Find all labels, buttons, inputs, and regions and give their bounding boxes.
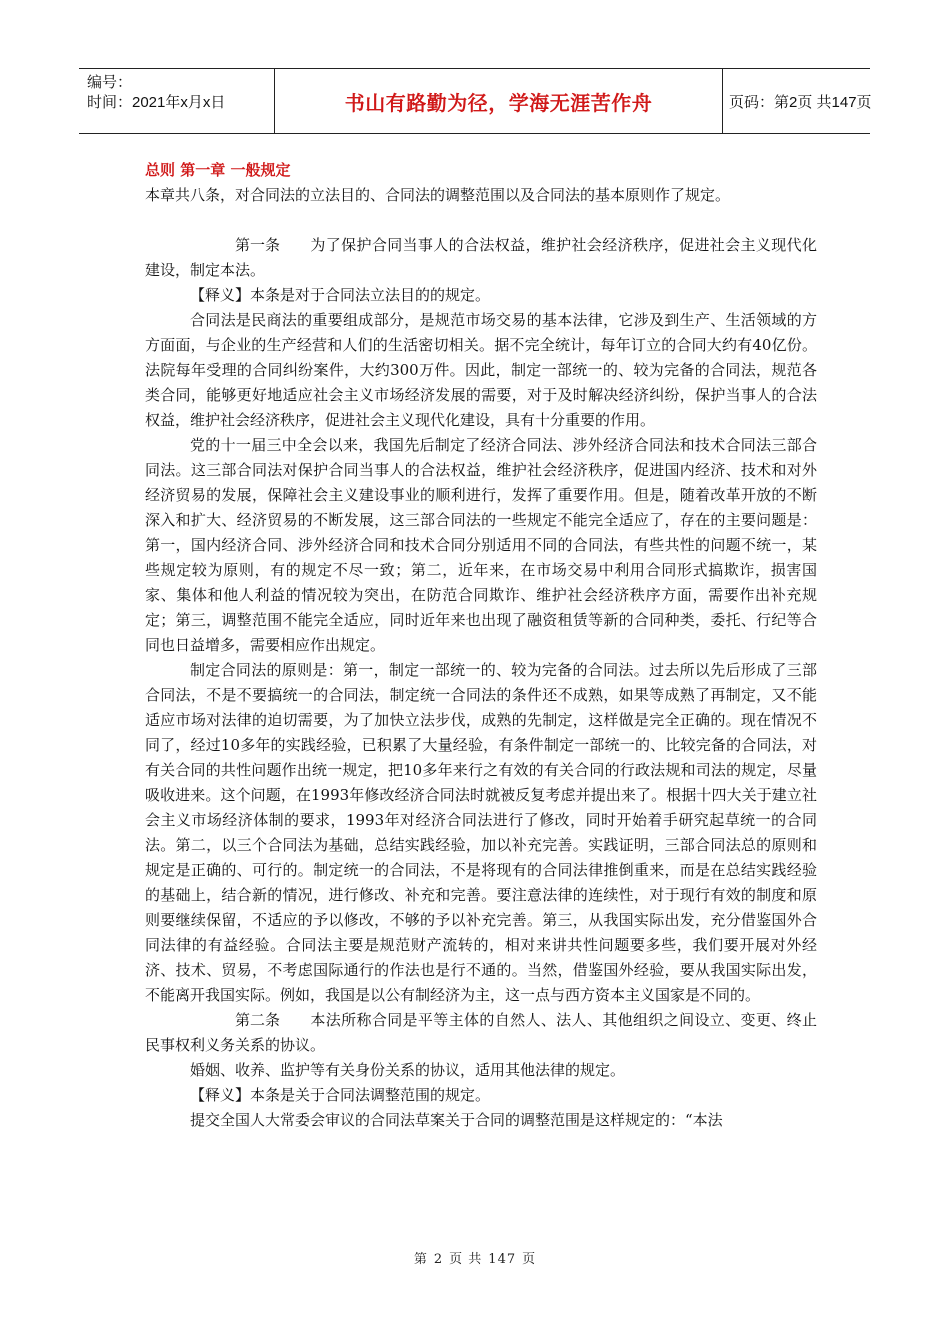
footer-page-number: 2 bbox=[433, 1252, 444, 1267]
article-1-commentary-title: 【释义】本条是对于合同法立法目的的规定。 bbox=[190, 286, 491, 304]
number-label: 编号： bbox=[87, 74, 133, 91]
footer-middle: 页 共 bbox=[449, 1252, 483, 1267]
paragraph-3: 制定合同法的原则是：第一，制定一部统一的、较为完备的合同法。过去所以先后形成了三部合同法，不是不要搞统一的合同法，制定统一合同法的条件还不成熟，如果等成熟了再制定，又不能适应市场对法律的迫切需要，为了加快立法步伐，成熟的先制定，这样做是完全正确的。现在情况不同了，经过10多年的实践经验，已积累了大量经验，有条件制定一部统一的、比较完备的合同法，对有关合同的共性问题作出统一规定，把10多年来行之有效的有关合同的行政法规和司法的规定，尽量吸收进来。这个问题，在1993年修改经济合同法时就被反复考虑并提出来了。根据十四大关于建立社会主义市场经济体制的要求，1993年对经济合同法进行了修改，同时开始着手研究起草统一的合同法。第二，以三个合同法为基础，总结实践经验，加以补充完善。实践证明，三部合同法总的原则和规定是正确的、可行的。制定统一的合同法，不是将现有的合同法律推倒重来，而是在总结实践经验的基础上，结合新的情况，进行修改、补充和完善。要注意法律的连续性，对于现行有效的制度和原则要继续保留，不适应的予以修改，不够的予以补充完善。第三，从我国实际出发，充分借鉴国外合同法律的有益经验。合同法主要是规范财产流转的，相对来讲共性问题要多些，我们要开展对外经济、技术、贸易，不考虑国际通行的作法也是行不通的。当然，借鉴国外经验，要从我国实际出发，不能离开我国实际。例如，我国是以公有制经济为主，这一点与西方资本主义国家是不同的。 bbox=[145, 661, 817, 1004]
article-2-commentary-title: 【释义】本条是关于合同法调整范围的规定。 bbox=[190, 1086, 491, 1104]
chapter-intro: 本章共八条，对合同法的立法目的、合同法的调整范围以及合同法的基本原则作了规定。 bbox=[145, 186, 731, 204]
footer-total-pages: 147 bbox=[488, 1252, 517, 1267]
document-header bbox=[79, 68, 870, 134]
article-2-number: 第二条 bbox=[235, 1011, 281, 1029]
article-1 bbox=[145, 233, 817, 283]
motto: 书山有路勤为径，学海无涯苦作舟 bbox=[344, 90, 653, 115]
article-1-number: 第一条 bbox=[235, 236, 281, 254]
header-page-cell bbox=[723, 69, 870, 133]
paragraph-1: 合同法是民商法的重要组成部分，是规范市场交易的基本法律，它涉及到生产、生活领域的方方面面，与企业的生产经营和人们的生活密切相关。据不完全统计，每年订立的合同大约有40亿份。法院每年受理的合同纠纷案件，大约300万件。因此，制定一部统一的、较为完备的合同法，规范各类合同，能够更好地适应社会主义市场经济发展的需要，对于及时解决经济纠纷，保护当事人的合法权益，维护社会经济秩序，促进社会主义现代化建设，具有十分重要的作用。 bbox=[145, 311, 817, 429]
page-footer bbox=[0, 1248, 950, 1267]
article-1-text: 为了保护合同当事人的合法权益，维护社会经济秩序，促进社会主义现代化建设，制定本法。 bbox=[145, 236, 817, 279]
footer-suffix: 页 bbox=[522, 1252, 537, 1267]
header-meta-cell bbox=[79, 69, 275, 133]
footer-prefix: 第 bbox=[413, 1252, 428, 1267]
page-info: 页码：第2页 共147页 bbox=[729, 93, 872, 111]
header-motto-cell bbox=[275, 69, 723, 133]
time-label: 时间：2021年x月x日 bbox=[87, 94, 226, 111]
paragraph-2: 党的十一届三中全会以来，我国先后制定了经济合同法、涉外经济合同法和技术合同法三部合同法。这三部合同法对保护合同当事人的合法权益，维护社会经济秩序，促进国内经济、技术和对外经济贸易的发展，保障社会主义建设事业的顺利进行，发挥了重要作用。但是，随着改革开放的不断深入和扩大、经济贸易的不断发展，这三部合同法的一些规定不能完全适应了，存在的主要问题是：第一，国内经济合同、涉外经济合同和技术合同分别适用不同的合同法，有些共性的问题不统一，某些规定较为原则，有的规定不尽一致；第二，近年来，在市场交易中利用合同形式搞欺诈，损害国家、集体和他人利益的情况较为突出，在防范合同欺诈、维护社会经济秩序方面，需要作出补充规定；第三，调整范围不能完全适应，同时近年来也出现了融资租赁等新的合同种类，委托、行纪等合同也日益增多，需要相应作出规定。 bbox=[145, 436, 817, 654]
article-2 bbox=[145, 1008, 817, 1058]
article-2-text: 本法所称合同是平等主体的自然人、法人、其他组织之间设立、变更、终止民事权利义务关系的协议。 bbox=[145, 1011, 817, 1054]
chapter-title: 总则 第一章 一般规定 bbox=[145, 161, 291, 179]
paragraph-4: 婚姻、收养、监护等有关身份关系的协议，适用其他法律的规定。 bbox=[190, 1061, 626, 1079]
paragraph-5: 提交全国人大常委会审议的合同法草案关于合同的调整范围是这样规定的：“本法 bbox=[190, 1111, 723, 1129]
document-body bbox=[145, 158, 817, 1133]
